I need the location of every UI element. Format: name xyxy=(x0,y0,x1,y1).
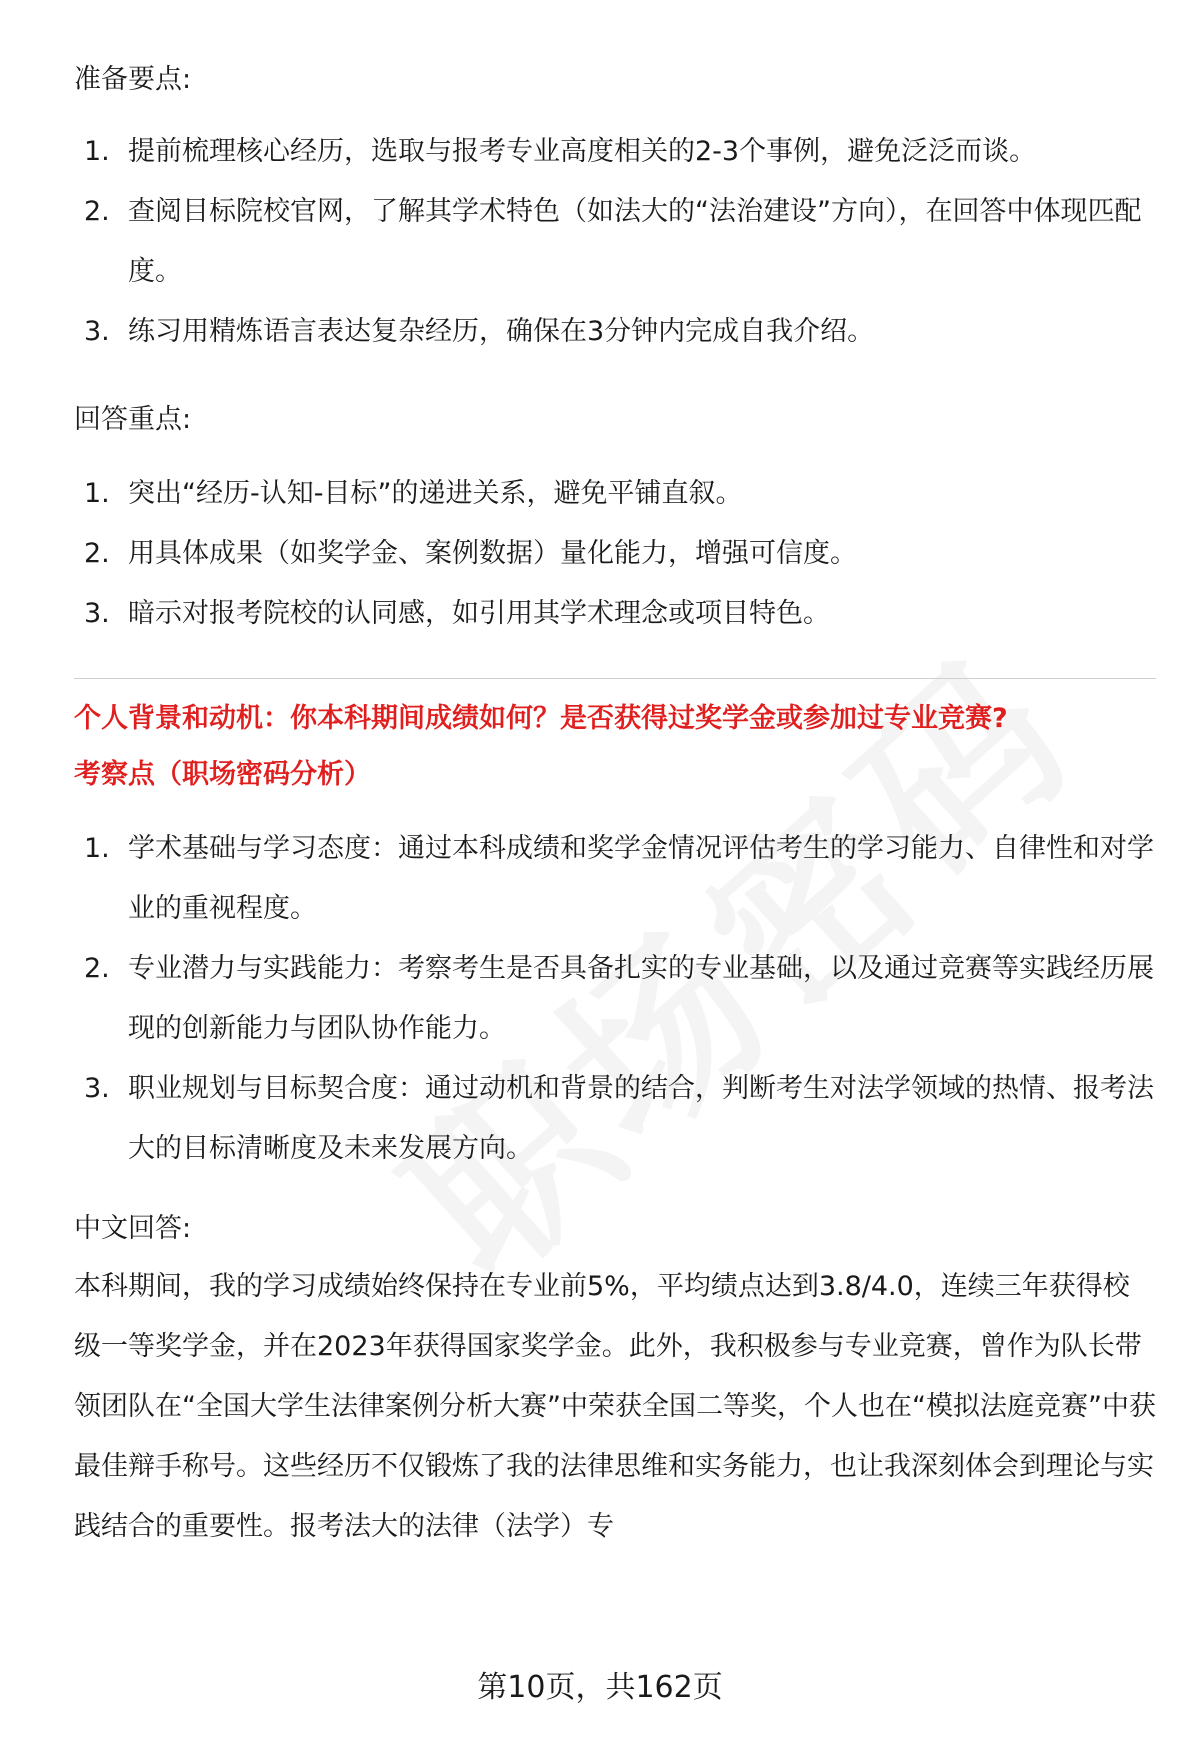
list-text: 专业潜力与实践能力：考察考生是否具备扎实的专业基础，以及通过竞赛等实践经历展现的创新能力与团队协作能力。 xyxy=(128,953,1154,1044)
list-item xyxy=(74,302,1154,362)
section-divider xyxy=(74,678,1156,679)
list-text: 查阅目标院校官网，了解其学术特色（如法大的“法治建设”方向），在回答中体现匹配度。 xyxy=(128,196,1142,287)
list-item xyxy=(74,1059,1154,1179)
list-item xyxy=(74,584,1154,644)
list-number: 3. xyxy=(84,316,110,347)
assessment-points-list xyxy=(74,819,1154,1179)
list-item xyxy=(74,122,1154,182)
list-text: 练习用精炼语言表达复杂经历，确保在3分钟内完成自我介绍。 xyxy=(128,316,875,347)
list-number: 2. xyxy=(84,953,110,984)
list-item xyxy=(74,182,1154,302)
prep-list xyxy=(74,122,1154,362)
chinese-answer-heading: 中文回答: xyxy=(74,1213,192,1244)
list-text: 突出“经历-认知-目标”的递进关系，避免平铺直叙。 xyxy=(128,478,743,509)
list-item xyxy=(74,524,1154,584)
list-text: 提前梳理核心经历，选取与报考专业高度相关的2-3个事例，避免泛泛而谈。 xyxy=(128,136,1037,167)
list-number: 3. xyxy=(84,598,110,629)
answer-focus-list xyxy=(74,464,1154,644)
list-item xyxy=(74,939,1154,1059)
page-footer: 第10页，共162页 xyxy=(477,1670,723,1705)
list-text: 职业规划与目标契合度：通过动机和背景的结合，判断考生对法学领域的热情、报考法大的目标清晰度及未来发展方向。 xyxy=(128,1073,1154,1164)
list-text: 学术基础与学习态度：通过本科成绩和奖学金情况评估考生的学习能力、自律性和对学业的重视程度。 xyxy=(128,833,1154,924)
question-title: 个人背景和动机：你本科期间成绩如何？是否获得过奖学金或参加过专业竞赛? xyxy=(74,703,1008,734)
answer-focus-heading: 回答重点: xyxy=(74,404,192,435)
list-number: 1. xyxy=(84,478,110,509)
list-item xyxy=(74,819,1154,939)
list-number: 2. xyxy=(84,196,110,227)
list-number: 1. xyxy=(84,136,110,167)
list-text: 暗示对报考院校的认同感，如引用其学术理念或项目特色。 xyxy=(128,598,830,629)
list-number: 3. xyxy=(84,1073,110,1104)
page-content xyxy=(74,58,1154,1557)
question-subtitle: 考察点（职场密码分析） xyxy=(74,759,371,790)
list-number: 2. xyxy=(84,538,110,569)
prep-heading: 准备要点: xyxy=(74,64,192,95)
chinese-answer-paragraph: 本科期间，我的学习成绩始终保持在专业前5%，平均绩点达到3.8/4.0，连续三年获得校级一等奖学金，并在2023年获得国家奖学金。此外，我积极参与专业竞赛，曾作为队长带领团队在“全国大学生法律案例分析大赛”中荣获全国二等奖，个人也在“模拟法庭竞赛”中获最佳辩手称号。这些经历不仅锻炼了我的法律思维和实务能力，也让我深刻体会到理论与实践结合的重要性。报考法大的法律（法学）专 xyxy=(74,1271,1156,1542)
list-number: 1. xyxy=(84,833,110,864)
list-text: 用具体成果（如奖学金、案例数据）量化能力，增强可信度。 xyxy=(128,538,857,569)
list-item xyxy=(74,464,1154,524)
